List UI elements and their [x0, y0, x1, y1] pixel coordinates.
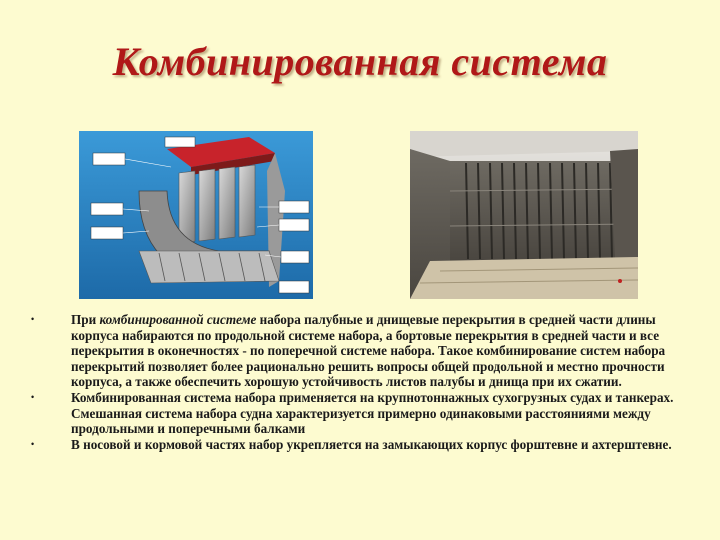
bullet-text: Комбинированная система набора применяется на крупнотоннажных сухогрузных судах и танкерах. Смешанная система набора судна характеризуется примерно одинаковыми расстояниями между продольными и поперечными балками — [71, 389, 674, 437]
bullet-text-prefix: При — [71, 312, 100, 327]
bullet-item — [30, 437, 690, 453]
slide-title: Комбинированная система — [112, 39, 608, 84]
bullet-marker: • — [31, 438, 35, 449]
emphasized-term: комбинированной системе — [99, 312, 257, 327]
bullet-item — [30, 312, 690, 390]
hull-structure-diagram — [79, 131, 313, 299]
bullet-marker: • — [31, 314, 35, 324]
bullet-list — [30, 312, 690, 452]
hull-section-photo — [410, 131, 638, 299]
bullet-text — [71, 312, 690, 390]
bullet-text-body: набора палубные и днищевые перекрытия в средней части длины корпуса набираются по продольной системе набора, а бортовые перекрытия в средней части и все перекрытия в оконечностях - по поперечной системе набора. Такое комбинирование систем набора перекрытий позволяет более рационально решить вопросы общей продольной и местно прочности корпуса, а также обеспечить хорошую устойчивость листов палубы и днища при их сжатии. — [71, 312, 666, 390]
bullet-marker: • — [31, 391, 35, 402]
bullet-item — [30, 390, 690, 437]
bullet-text: В носовой и кормовой частях набор укрепляется на замыкающих корпус форштевне и ахтерштевне. — [71, 436, 672, 452]
